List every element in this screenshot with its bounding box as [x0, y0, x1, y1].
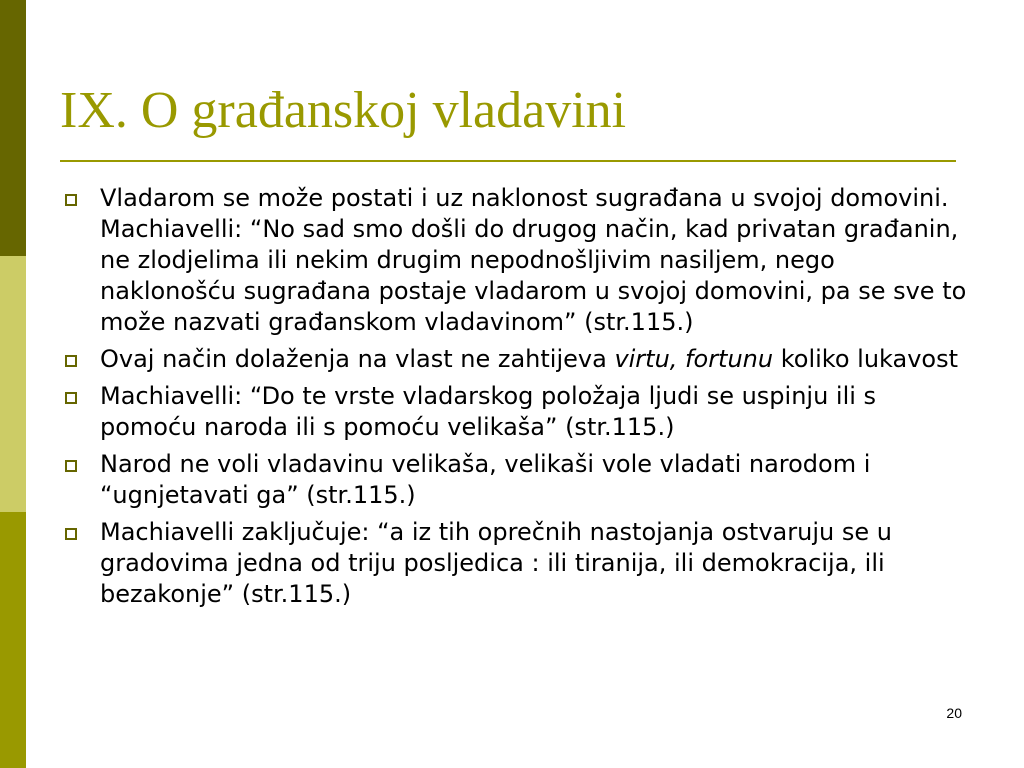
square-bullet-icon [65, 355, 77, 367]
square-bullet-icon [65, 460, 77, 472]
slide-number: 20 [946, 705, 962, 721]
slide-title: IX. O građanskoj vladavini [60, 82, 627, 139]
bullet-item-4 [60, 449, 970, 511]
accent-stripe-bottom [0, 512, 26, 768]
bullet-text: Machiavelli zaključuje: “a iz tih oprečnih nastojanja ostvaruju se u gradovima jedna od triju posljedica : ili tiranija, ili demokracija, ili bezakonje” (str.115.) [100, 518, 892, 608]
accent-stripe-middle [0, 256, 26, 512]
bullet-item-3 [60, 381, 970, 443]
bullet-text: Narod ne voli vladavinu velikaša, velikaši vole vladati narodom i “ugnjetavati ga” (str.115.) [100, 450, 871, 509]
bullet-item-2 [60, 344, 970, 375]
bullet-item-1 [60, 183, 970, 338]
bullet-list [60, 183, 970, 616]
bullet-text: koliko lukavost [773, 345, 959, 373]
title-divider [60, 160, 956, 162]
square-bullet-icon [65, 528, 77, 540]
bullet-text-italic: virtu, fortunu [614, 345, 774, 373]
accent-stripe-top [0, 0, 26, 256]
bullet-text: Machiavelli: “Do te vrste vladarskog položaja ljudi se uspinju ili s pomoću naroda ili s pomoću velikaša” (str.115.) [100, 382, 877, 441]
square-bullet-icon [65, 392, 77, 404]
bullet-item-5 [60, 517, 970, 610]
square-bullet-icon [65, 194, 77, 206]
bullet-text: Vladarom se može postati i uz naklonost sugrađana u svojoj domovini. Machiavelli: “No sad smo došli do drugog način, kad privatan građanin, ne zlodjelima ili nekim drugim nepodnošljivim nasiljem, nego naklonošću sugrađana postaje vladarom u svojoj domovini, pa se sve to može nazvati građanskom vladavinom” (str.115.) [100, 184, 967, 336]
bullet-text: Ovaj način dolaženja na vlast ne zahtijeva [100, 345, 615, 373]
